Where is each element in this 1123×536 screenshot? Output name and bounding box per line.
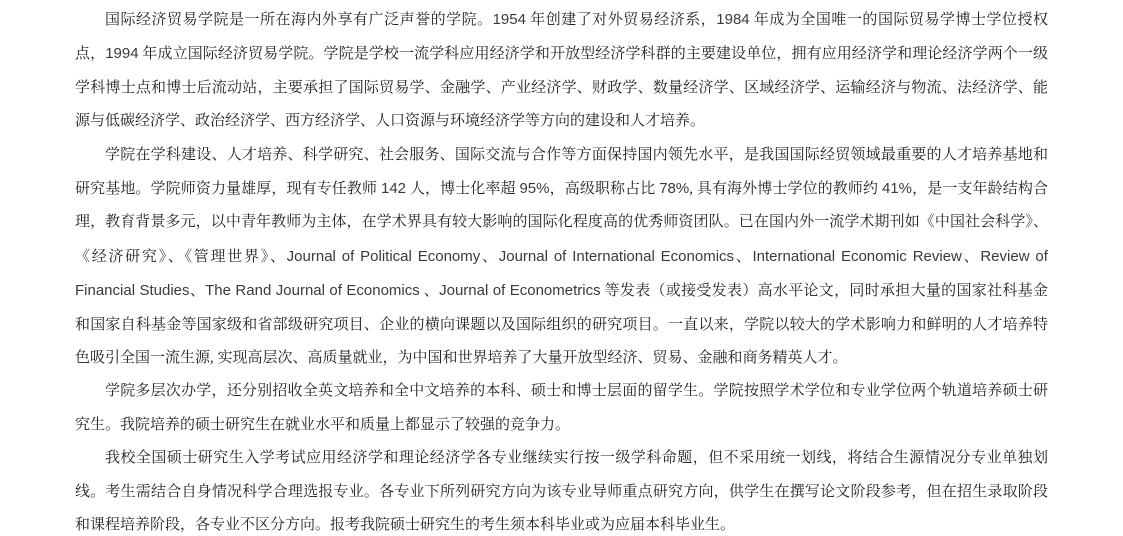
- text-run-latin: 1994: [105, 45, 139, 63]
- text-run-cjk: 年成立国际经济贸易学院。学院是学校一流学科应用经济学和开放型经济学科群的主要建设单位，拥有应用经济学和理论经济学两个一级学科博士点和博士后流动站，主要承担了国际贸易学、金融学、产业经济学、财政学、数量经济学、区域经济学、运输经济与物流、法经济学、能源与低碳经济学、政治经济学、西方经济学、人口资源与环境经济学等方向的建设和人才培养。: [75, 46, 1048, 130]
- text-run-cjk: 、: [419, 283, 440, 300]
- text-run-latin: 1984: [716, 11, 750, 28]
- text-run-latin: 95%: [519, 180, 550, 198]
- document-body: [75, 0, 1048, 536]
- text-run-cjk: 、: [189, 283, 206, 300]
- paragraph: [75, 139, 1048, 376]
- text-run-cjk: ，是一支年龄结构合理，教育背景多元，以中青年教师为主体，在学术界具有较大影响的国际化程度高的优秀师资团队。已在国内外一流学术期刊如《中国社会科学》、《经济研究》、《管理世界》、: [75, 181, 1048, 265]
- text-run-cjk: 、: [480, 248, 499, 265]
- text-run-latin: Review of Financial Studies: [75, 247, 1048, 300]
- text-run-cjk: 年成为全国唯一的国际贸易学博士学位授权点，: [75, 12, 1048, 63]
- text-run-cjk: 等发表（或接受发表）高水平论文，同时承担大量的国家社科基金和国家自科基金等国家级和省部级研究项目、企业的横向课题以及国际组织的研究项目。一直以来，学院以较大的学术影响力和鲜明的人才培养特色吸引全国一流生源, 实现高层次、高质量就业，为中国和世界培养了大量开放型经济、贸易、金融和商务精英人才。: [75, 283, 1048, 367]
- paragraph: [75, 442, 1048, 536]
- text-run-latin: 1954: [492, 11, 526, 28]
- text-run-latin: Journal of Econometrics: [439, 282, 601, 300]
- text-run-latin: 78%: [659, 180, 690, 198]
- text-run-latin: 41%: [881, 180, 912, 198]
- text-run-cjk: 人，博士化率超: [406, 181, 520, 198]
- text-run-cjk: 国际经济贸易学院是一所在海内外享有广泛声誉的学院。: [105, 12, 493, 28]
- text-run-latin: International Economic Review: [752, 247, 962, 265]
- text-run-cjk: 学院多层次办学，还分别招收全英文培养和全中文培养的本科、硕士和博士层面的留学生。学院按照学术学位和专业学位两个轨道培养硕士研究生。我院培养的硕士研究生在就业水平和质量上都显示了较强的竞争力。: [75, 383, 1048, 433]
- text-run-latin: The Rand Journal of Economics: [205, 282, 420, 300]
- paragraph: [75, 375, 1048, 442]
- paragraph: [75, 3, 1048, 139]
- text-run-latin: 142: [380, 180, 407, 198]
- text-run-cjk: 年创建了对外贸易经济系，: [525, 12, 717, 28]
- text-run-latin: Journal of Political Economy: [286, 247, 481, 265]
- text-run-cjk: 、: [734, 248, 753, 265]
- text-run-cjk: 我校全国硕士研究生入学考试应用经济学和理论经济学各专业继续实行按一级学科命题，但不采用统一划线，将结合生源情况分专业单独划线。考生需结合自身情况科学合理选报专业。各专业下所列研究方向为该专业导师重点研究方向，供学生在撰写论文阶段参考，但在招生录取阶段和课程培养阶段，各专业不区分方向。报考我院硕士研究生的考生须本科毕业或为应届本科毕业生。: [75, 450, 1048, 534]
- text-run-cjk: 、: [961, 248, 981, 265]
- text-run-cjk: 学院在学科建设、人才培养、科学研究、社会服务、国际交流与合作等方面保持国内领先水平，是我国国际经贸领域最重要的人才培养基地和研究基地。学院师资力量雄厚，现有专任教师: [75, 146, 1048, 198]
- text-run-cjk: , 具有海外博士学位的教师约: [689, 181, 882, 198]
- text-run-latin: Journal of International Economics: [498, 247, 735, 265]
- text-run-cjk: ，高级职称占比: [549, 181, 660, 198]
